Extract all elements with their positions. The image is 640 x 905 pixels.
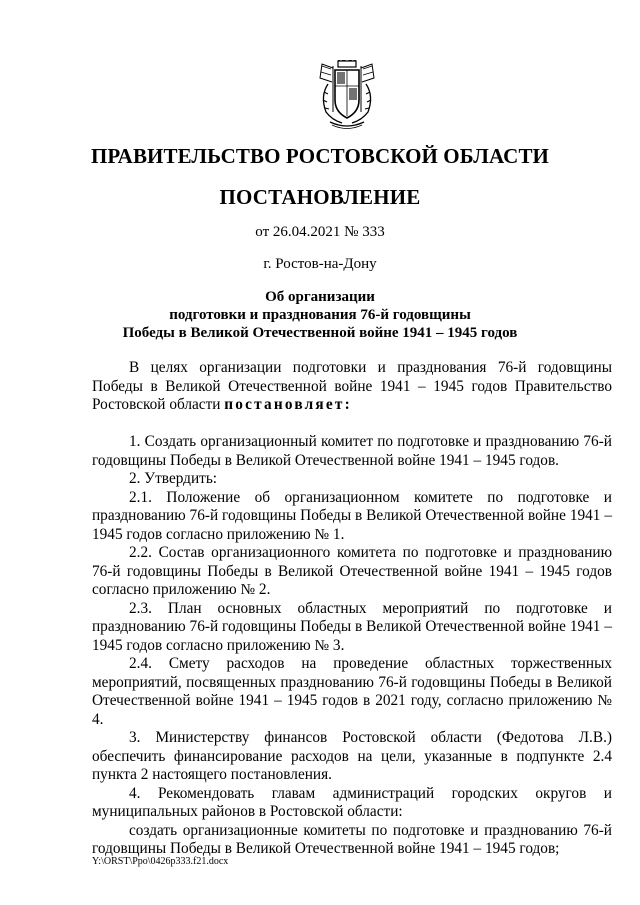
clause-2-4: 2.4. Смету расходов на проведение областных торжественных мероприятий, посвященных празднованию 76-й годовщины Победы в Великой Отечественной войне 1941 – 1945 годов в 2021 году, согласно приложению № 4. <box>92 655 612 728</box>
preamble-text: В целях организации подготовки и празднования 76-й годовщины Победы в Великой Отечественной войне 1941 – 1945 годов Правительство Ростовской области <box>92 359 612 413</box>
clause-1: 1. Создать организационный комитет по подготовке и празднованию 76-й годовщины Победы в Великой Отечественной войне 1941 – 1945 годов. <box>92 433 612 469</box>
document-body <box>92 359 612 859</box>
subject-line-3: Победы в Великой Отечественной войне 1941 – 1945 годов <box>122 325 518 341</box>
decree-word: постановляет: <box>224 396 352 413</box>
clause-2-1: 2.1. Положение об организационном комитете по подготовке и празднованию 76-й годовщины Победы в Великой Отечественной войне 1941 – 1945 годов согласно приложению № 1. <box>92 488 612 543</box>
subject-line-2: подготовки и празднования 76-й годовщины <box>169 307 471 323</box>
date-and-number: от 26.04.2021 № 333 <box>255 224 385 240</box>
city-line: г. Ростов-на-Дону <box>263 256 377 272</box>
clause-2-2: 2.2. Состав организационного комитета по подготовке и празднованию 76-й годовщины Победы в Великой Отечественной войне 1941 – 1945 годов согласно приложению № 2. <box>92 544 612 598</box>
file-path-footer: Y:\ORST\Ppo\0426p333.f21.docx <box>92 856 229 867</box>
preamble-paragraph <box>92 359 612 415</box>
document-subject <box>0 288 640 342</box>
government-title: ПРАВИТЕЛЬСТВО РОСТОВСКОЙ ОБЛАСТИ <box>91 144 549 168</box>
subject-line-1: Об организации <box>265 289 375 305</box>
document-type-title: ПОСТАНОВЛЕНИЕ <box>219 185 421 209</box>
clause-4: 4. Рекомендовать главам администраций городских округов и муниципальных районов в Ростовской области: <box>92 784 612 820</box>
rostov-coat-of-arms-emblem <box>314 60 380 130</box>
clause-3: 3. Министерству финансов Ростовской области (Федотова Л.В.) обеспечить финансирование расходов на цели, указанные в подпункте 2.4 пункта 2 настоящего постановления. <box>92 729 612 783</box>
clause-4-item: создать организационные комитеты по подготовке и празднованию 76-й годовщины Победы в Великой Отечественной войне 1941 – 1945 годов; <box>92 821 612 857</box>
clause-2-3: 2.3. План основных областных мероприятий по подготовке и празднованию 76-й годовщины Победы в Великой Отечественной войне 1941 – 1945 годов согласно приложению № 3. <box>92 599 612 654</box>
clause-2: 2. Утвердить: <box>129 470 218 487</box>
